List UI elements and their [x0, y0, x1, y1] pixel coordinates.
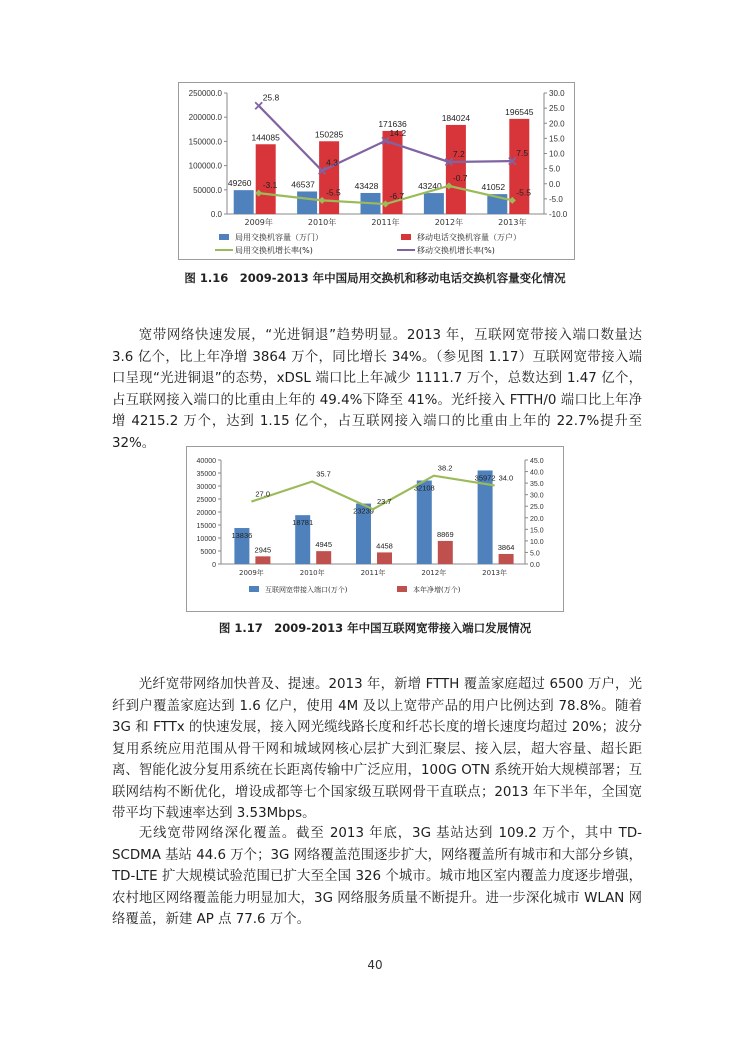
paragraph-broadband: 宽带网络快速发展，“光进铜退”趋势明显。2013 年，互联网宽带接入端口数量达 3.6 亿个，比上年净增 3864 万个，同比增长 34%。（参见图 1.17）互联网宽带接入端口呈现“光进铜退”的态势，xDSL 端口比上年减少 1111.7 万个，总数达到 1.47 亿个，占互联网接入端口的比重由上年的 49.4%下降至 41%。光纤接入 FTTH/0 端口比上年净增 4215.2 万个，达到 1.15 亿个，占互联网接入端口的比重由上年的 22.7%提升至 32%。	[112, 328, 642, 451]
bar-data-label: 3864	[497, 542, 515, 552]
right-tick-label: 10.0	[549, 149, 565, 159]
right-tick-label: 5.0	[530, 550, 540, 558]
bar-secondary	[377, 552, 392, 564]
chart-broadband-ports-svg	[187, 447, 563, 611]
right-tick-label: 30.0	[549, 89, 565, 98]
chart-broadband-ports	[186, 446, 564, 612]
bar-data-label: 144085	[251, 132, 280, 143]
x-category-label: 2011年	[360, 569, 386, 577]
bar-data-label: 35972	[474, 473, 496, 483]
x-category-label: 2013年	[482, 569, 508, 577]
bar-data-label: 184024	[441, 112, 471, 123]
right-tick-label: 15.0	[549, 134, 565, 144]
bar-primary	[424, 193, 444, 214]
line-data-label: -5.5	[516, 187, 531, 198]
left-tick-label: 150000.0	[188, 137, 222, 147]
line-data-label: 4.3	[326, 157, 338, 168]
right-tick-label: 20.0	[530, 515, 544, 523]
bar-data-label: 49260	[227, 178, 252, 189]
figure-caption-1-17: 图 1.17 2009-2013 年中国互联网宽带接入端口发展情况	[218, 621, 532, 635]
legend-label: 局用交换机容量（万门）	[235, 233, 323, 242]
right-tick-label: 20.0	[549, 119, 565, 129]
line-data-label: -0.7	[452, 172, 468, 183]
bar-secondary	[256, 144, 276, 214]
bar-data-label: 32108	[413, 483, 435, 493]
left-tick-label: 30000	[196, 484, 216, 491]
line-data-label: 7.5	[516, 148, 529, 159]
right-tick-label: 45.0	[530, 458, 544, 465]
line-data-label: 23.7	[377, 497, 392, 507]
left-tick-label: 100000.0	[188, 161, 222, 171]
page-number: 40	[367, 958, 383, 972]
left-tick-label: 10000	[196, 536, 216, 543]
right-tick-label: 35.0	[530, 481, 544, 489]
legend-swatch	[397, 586, 407, 592]
legend-label: 局用交换机增长率(%)	[235, 246, 313, 255]
series-line	[251, 476, 494, 510]
bar-data-label: 46537	[291, 179, 315, 190]
left-tick-label: 0	[212, 562, 216, 569]
bar-data-label: 4945	[315, 540, 333, 550]
legend-label: 移动交换机增长率(%)	[417, 246, 495, 255]
legend-swatch	[401, 234, 411, 240]
line-data-label: -5.5	[326, 187, 341, 198]
right-tick-label: 0.0	[549, 179, 561, 189]
bar-data-label: 150285	[314, 129, 344, 140]
line-data-label: 35.7	[316, 469, 331, 479]
line-data-label: 7.2	[452, 148, 465, 159]
line-data-label: 34.0	[498, 473, 514, 483]
chart-exchange-capacity	[178, 82, 575, 260]
bar-data-label: 171636	[378, 118, 407, 129]
x-category-label: 2010年	[307, 218, 337, 227]
line-data-label: 14.2	[389, 127, 407, 138]
bar-data-label: 43428	[354, 180, 379, 191]
right-tick-label: -10.0	[549, 210, 568, 219]
chart-exchange-capacity-svg	[179, 83, 574, 259]
bar-primary	[234, 190, 254, 214]
bar-secondary	[255, 556, 270, 564]
left-tick-label: 0.0	[210, 210, 222, 219]
line-point-marker	[255, 102, 262, 109]
legend-label: 本年净增(万个)	[413, 586, 461, 594]
bar-primary	[417, 481, 432, 564]
right-tick-label: 0.0	[530, 562, 540, 569]
paragraph-fiber-broadband: 光纤宽带网络加快普及、提速。2013 年，新增 FTTH 覆盖家庭超过 6500 万户，光纤到户覆盖家庭达到 1.6 亿户，使用 4M 及以上宽带产品的用户比例达到 78.8%。随着 3G 和 FTTx 的快速发展，接入网光缆线路长度和纤芯长度的增长速度均超过 20%；波分复用系统应用范围从骨干网和城域网核心层扩大到汇聚层、接入层，超大容量、超长距离、智能化波分复用系统在长距离传输中广泛应用，100G OTN 系统开始大规模部署；互联网结构不断优化，增设成都等七个国家级互联网骨干直联点；2013 年下半年，全国宽带平均下载速率达到 3.53Mbps。	[112, 677, 642, 821]
figure-caption-1-16: 图 1.16 2009-2013 年中国局用交换机和移动电话交换机容量变化情况	[184, 271, 566, 285]
right-tick-label: 5.0	[549, 164, 561, 174]
x-category-label: 2009年	[244, 218, 273, 227]
left-tick-label: 5000	[200, 549, 216, 556]
x-category-label: 2012年	[434, 218, 464, 227]
bar-data-label: 4458	[376, 541, 393, 551]
bar-data-label: 43240	[418, 181, 442, 192]
right-tick-label: 40.0	[530, 469, 544, 477]
legend-label: 移动电话交换机容量（万户）	[417, 233, 521, 242]
bar-data-label: 196545	[505, 106, 534, 117]
left-tick-label: 50000.0	[193, 185, 222, 195]
line-data-label: 38.2	[437, 463, 453, 473]
bar-secondary	[438, 541, 453, 564]
bar-secondary	[499, 554, 514, 564]
left-tick-label: 200000.0	[188, 113, 222, 123]
left-tick-label: 250000.0	[188, 89, 222, 98]
line-data-label: -6.7	[389, 191, 405, 202]
left-tick-label: 15000	[196, 523, 216, 530]
right-tick-label: 25.0	[549, 104, 565, 114]
left-tick-label: 35000	[196, 471, 216, 478]
left-tick-label: 25000	[196, 497, 216, 504]
bar-data-label: 23239	[353, 506, 374, 516]
bar-secondary	[316, 551, 331, 564]
right-tick-label: 30.0	[530, 492, 544, 500]
x-category-label: 2011年	[371, 218, 400, 227]
bar-data-label: 41052	[481, 182, 506, 193]
line-data-label: 25.8	[262, 92, 280, 103]
left-tick-label: 20000	[196, 510, 216, 517]
left-tick-label: 40000	[196, 458, 216, 465]
right-tick-label: 25.0	[530, 504, 544, 512]
bar-data-label: 18781	[292, 518, 314, 528]
x-category-label: 2012年	[421, 569, 447, 577]
legend-label: 互联网宽带接入端口(万个)	[265, 586, 348, 594]
bar-primary	[297, 191, 317, 214]
right-tick-label: 15.0	[530, 527, 544, 535]
right-tick-label: 10.0	[530, 538, 544, 546]
x-category-label: 2009年	[238, 569, 264, 577]
paragraph-wireless-broadband: 无线宽带网络深化覆盖。截至 2013 年底，3G 基站达到 109.2 万个，其中 TD-SCDMA 基站 44.6 万个；3G 网络覆盖范围逐步扩大，网络覆盖所有城市和大部分乡镇，TD-LTE 扩大规模试验范围已扩大至全国 326 个城市。城市地区室内覆盖力度逐步增强，农村地区网络覆盖能力明显加大，3G 网络服务质量不断提升。进一步深化城市 WLAN 网络覆盖，新建 AP 点 77.6 万个。	[112, 826, 642, 927]
legend-swatch	[219, 234, 229, 240]
bar-data-label: 13836	[231, 531, 253, 541]
line-data-label: 27.0	[255, 489, 271, 499]
bar-data-label: 8869	[436, 529, 454, 539]
legend-swatch	[249, 586, 259, 592]
bar-secondary	[446, 125, 466, 214]
x-category-label: 2013年	[498, 218, 527, 227]
right-tick-label: -5.0	[549, 194, 563, 204]
line-data-label: -3.1	[262, 180, 278, 191]
x-category-label: 2010年	[299, 569, 325, 577]
bar-data-label: 2945	[254, 545, 272, 555]
